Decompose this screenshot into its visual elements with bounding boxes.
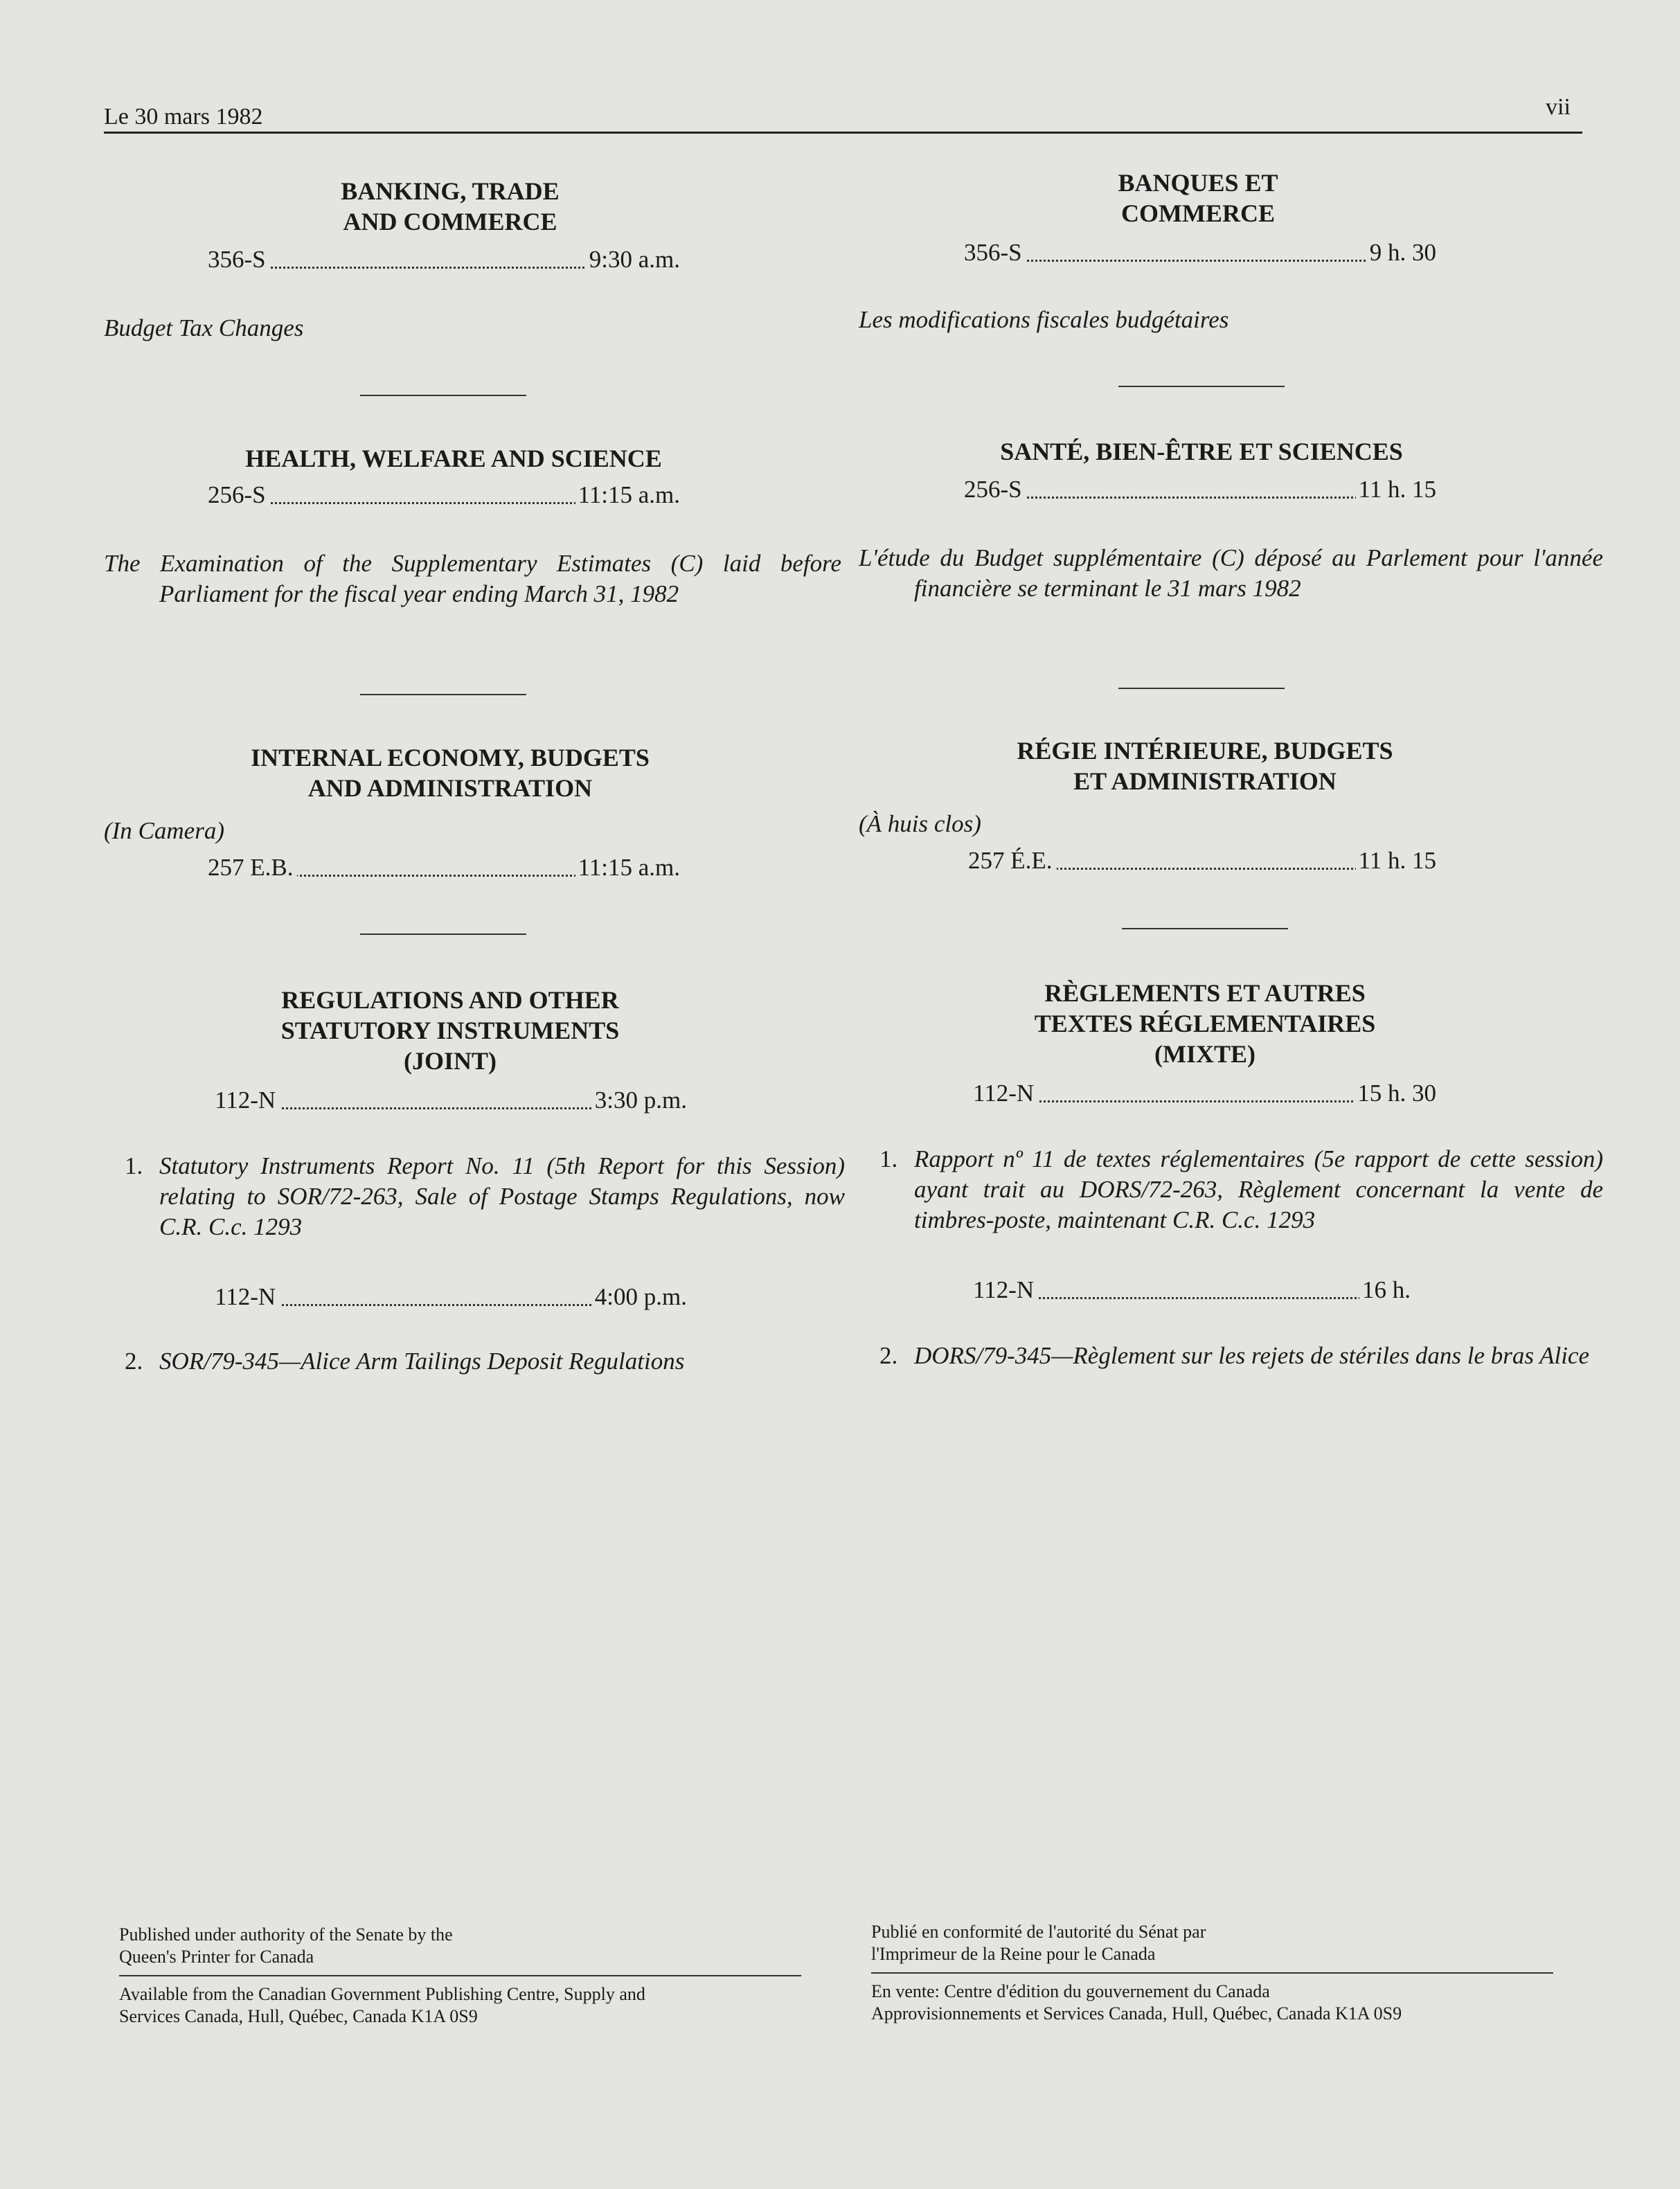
page-number: vii (1546, 94, 1571, 120)
section-divider (360, 694, 526, 695)
agenda-item-text: DORS/79-345—Règlement sur les rejets de stériles dans le bras Alice (914, 1342, 1589, 1369)
room-code: 356-S (964, 238, 1026, 267)
session-note: (À huis clos) (859, 810, 981, 837)
heading-banques-commerce: BANQUES ET COMMERCE (1118, 169, 1278, 227)
meeting-time: 4:00 p.m. (592, 1283, 687, 1312)
section-divider (1118, 386, 1285, 387)
meeting-description: Les modifications fiscales budgétaires (859, 306, 1229, 333)
meeting-time: 9 h. 30 (1367, 238, 1436, 267)
session-note: (In Camera) (104, 817, 224, 844)
meeting-description: L'étude du Budget supplémentaire (C) déposé au Parlement pour l'année financière se terminant le 31 mars 1982 (859, 544, 1603, 602)
meeting-entry (964, 475, 1436, 504)
footer-rule (871, 1972, 1553, 1974)
meeting-time: 9:30 a.m. (587, 245, 680, 274)
agenda-item (859, 1341, 1603, 1371)
agenda-item-text: Statutory Instruments Report No. 11 (5th Report for this Session) relating to SOR/72-263, Sale of Postage Stamps Regulations, now C.R. C.c. 1293 (159, 1152, 845, 1240)
header-date: Le 30 mars 1982 (104, 104, 263, 129)
room-code: 112-N (973, 1276, 1038, 1305)
meeting-entry (215, 1283, 687, 1312)
dot-leader (973, 1297, 1411, 1299)
meeting-time: 15 h. 30 (1355, 1079, 1436, 1108)
meeting-entry (208, 481, 680, 510)
footer-available-en: Available from the Canadian Government Publishing Centre, Supply and Services Canada, Hull, Québec, Canada K1A 0S9 (119, 1984, 645, 2026)
heading-regie-interieure: RÉGIE INTÉRIEURE, BUDGETS ET ADMINISTRATION (1017, 737, 1393, 795)
room-code: 257 É.E. (968, 846, 1057, 875)
agenda-item-number: 1. (125, 1152, 143, 1179)
agenda-item-text: Rapport nº 11 de textes réglementaires (5e rapport de cette session) ayant trait au DORS/72-263, Règlement concernant la vente de timbres-poste, maintenant C.R. C.c. 1293 (914, 1145, 1603, 1233)
agenda-item (104, 1346, 852, 1377)
section-divider (360, 933, 526, 935)
meeting-entry (208, 853, 680, 882)
meeting-time: 3:30 p.m. (592, 1086, 687, 1115)
meeting-entry (964, 238, 1436, 267)
meeting-time: 11:15 a.m. (575, 481, 680, 510)
agenda-item-number: 1. (879, 1145, 898, 1172)
footer-authority-fr: Publié en conformité de l'autorité du Sénat par l'Imprimeur de la Reine pour le Canada (871, 1922, 1206, 1964)
heading-internal-economy: INTERNAL ECONOMY, BUDGETS AND ADMINISTRATION (251, 744, 650, 802)
room-code: 112-N (215, 1283, 280, 1312)
section-divider (1118, 688, 1285, 689)
agenda-item-text: SOR/79-345—Alice Arm Tailings Deposit Regulations (159, 1348, 685, 1375)
room-code: 356-S (208, 245, 270, 274)
heading-regulations-statutory: REGULATIONS AND OTHER STATUTORY INSTRUMENTS (JOINT) (280, 986, 620, 1075)
room-code: 112-N (973, 1079, 1038, 1108)
heading-banking-trade-commerce: BANKING, TRADE AND COMMERCE (341, 177, 560, 235)
meeting-entry (973, 1276, 1411, 1305)
heading-reglements-textes: RÈGLEMENTS ET AUTRES TEXTES RÉGLEMENTAIRES (MIXTE) (1034, 979, 1376, 1068)
agenda-item-number: 2. (125, 1348, 143, 1375)
room-code: 256-S (964, 475, 1026, 504)
section-divider (360, 395, 526, 396)
room-code: 257 E.B. (208, 853, 297, 882)
agenda-item (859, 1144, 1603, 1235)
meeting-entry (215, 1086, 687, 1115)
agenda-item-number: 2. (879, 1342, 898, 1369)
header-rule (104, 132, 1582, 134)
meeting-time: 11 h. 15 (1356, 475, 1436, 504)
dot-leader (964, 260, 1436, 262)
heading-health-welfare-science: HEALTH, WELFARE AND SCIENCE (245, 445, 662, 472)
room-code: 256-S (208, 481, 270, 510)
footer-available-fr: En vente: Centre d'édition du gouvernement du Canada Approvisionnements et Services Canada, Hull, Québec, Canada K1A 0S9 (871, 1981, 1402, 2023)
agenda-item (104, 1151, 845, 1242)
meeting-entry (973, 1079, 1436, 1108)
room-code: 112-N (215, 1086, 280, 1115)
section-divider (1122, 928, 1288, 929)
meeting-description: The Examination of the Supplementary Estimates (C) laid before Parliament for the fiscal year ending March 31, 1982 (104, 550, 841, 607)
meeting-entry (968, 846, 1436, 875)
meeting-entry (208, 245, 680, 274)
meeting-time: 16 h. (1359, 1276, 1411, 1305)
meeting-description: Budget Tax Changes (104, 314, 304, 341)
meeting-time: 11:15 a.m. (575, 853, 680, 882)
footer-authority-en: Published under authority of the Senate by the Queen's Printer for Canada (119, 1924, 453, 1967)
meeting-time: 11 h. 15 (1356, 846, 1436, 875)
footer-rule (119, 1975, 801, 1976)
heading-sante-bien-etre: SANTÉ, BIEN-ÊTRE ET SCIENCES (1000, 438, 1403, 465)
